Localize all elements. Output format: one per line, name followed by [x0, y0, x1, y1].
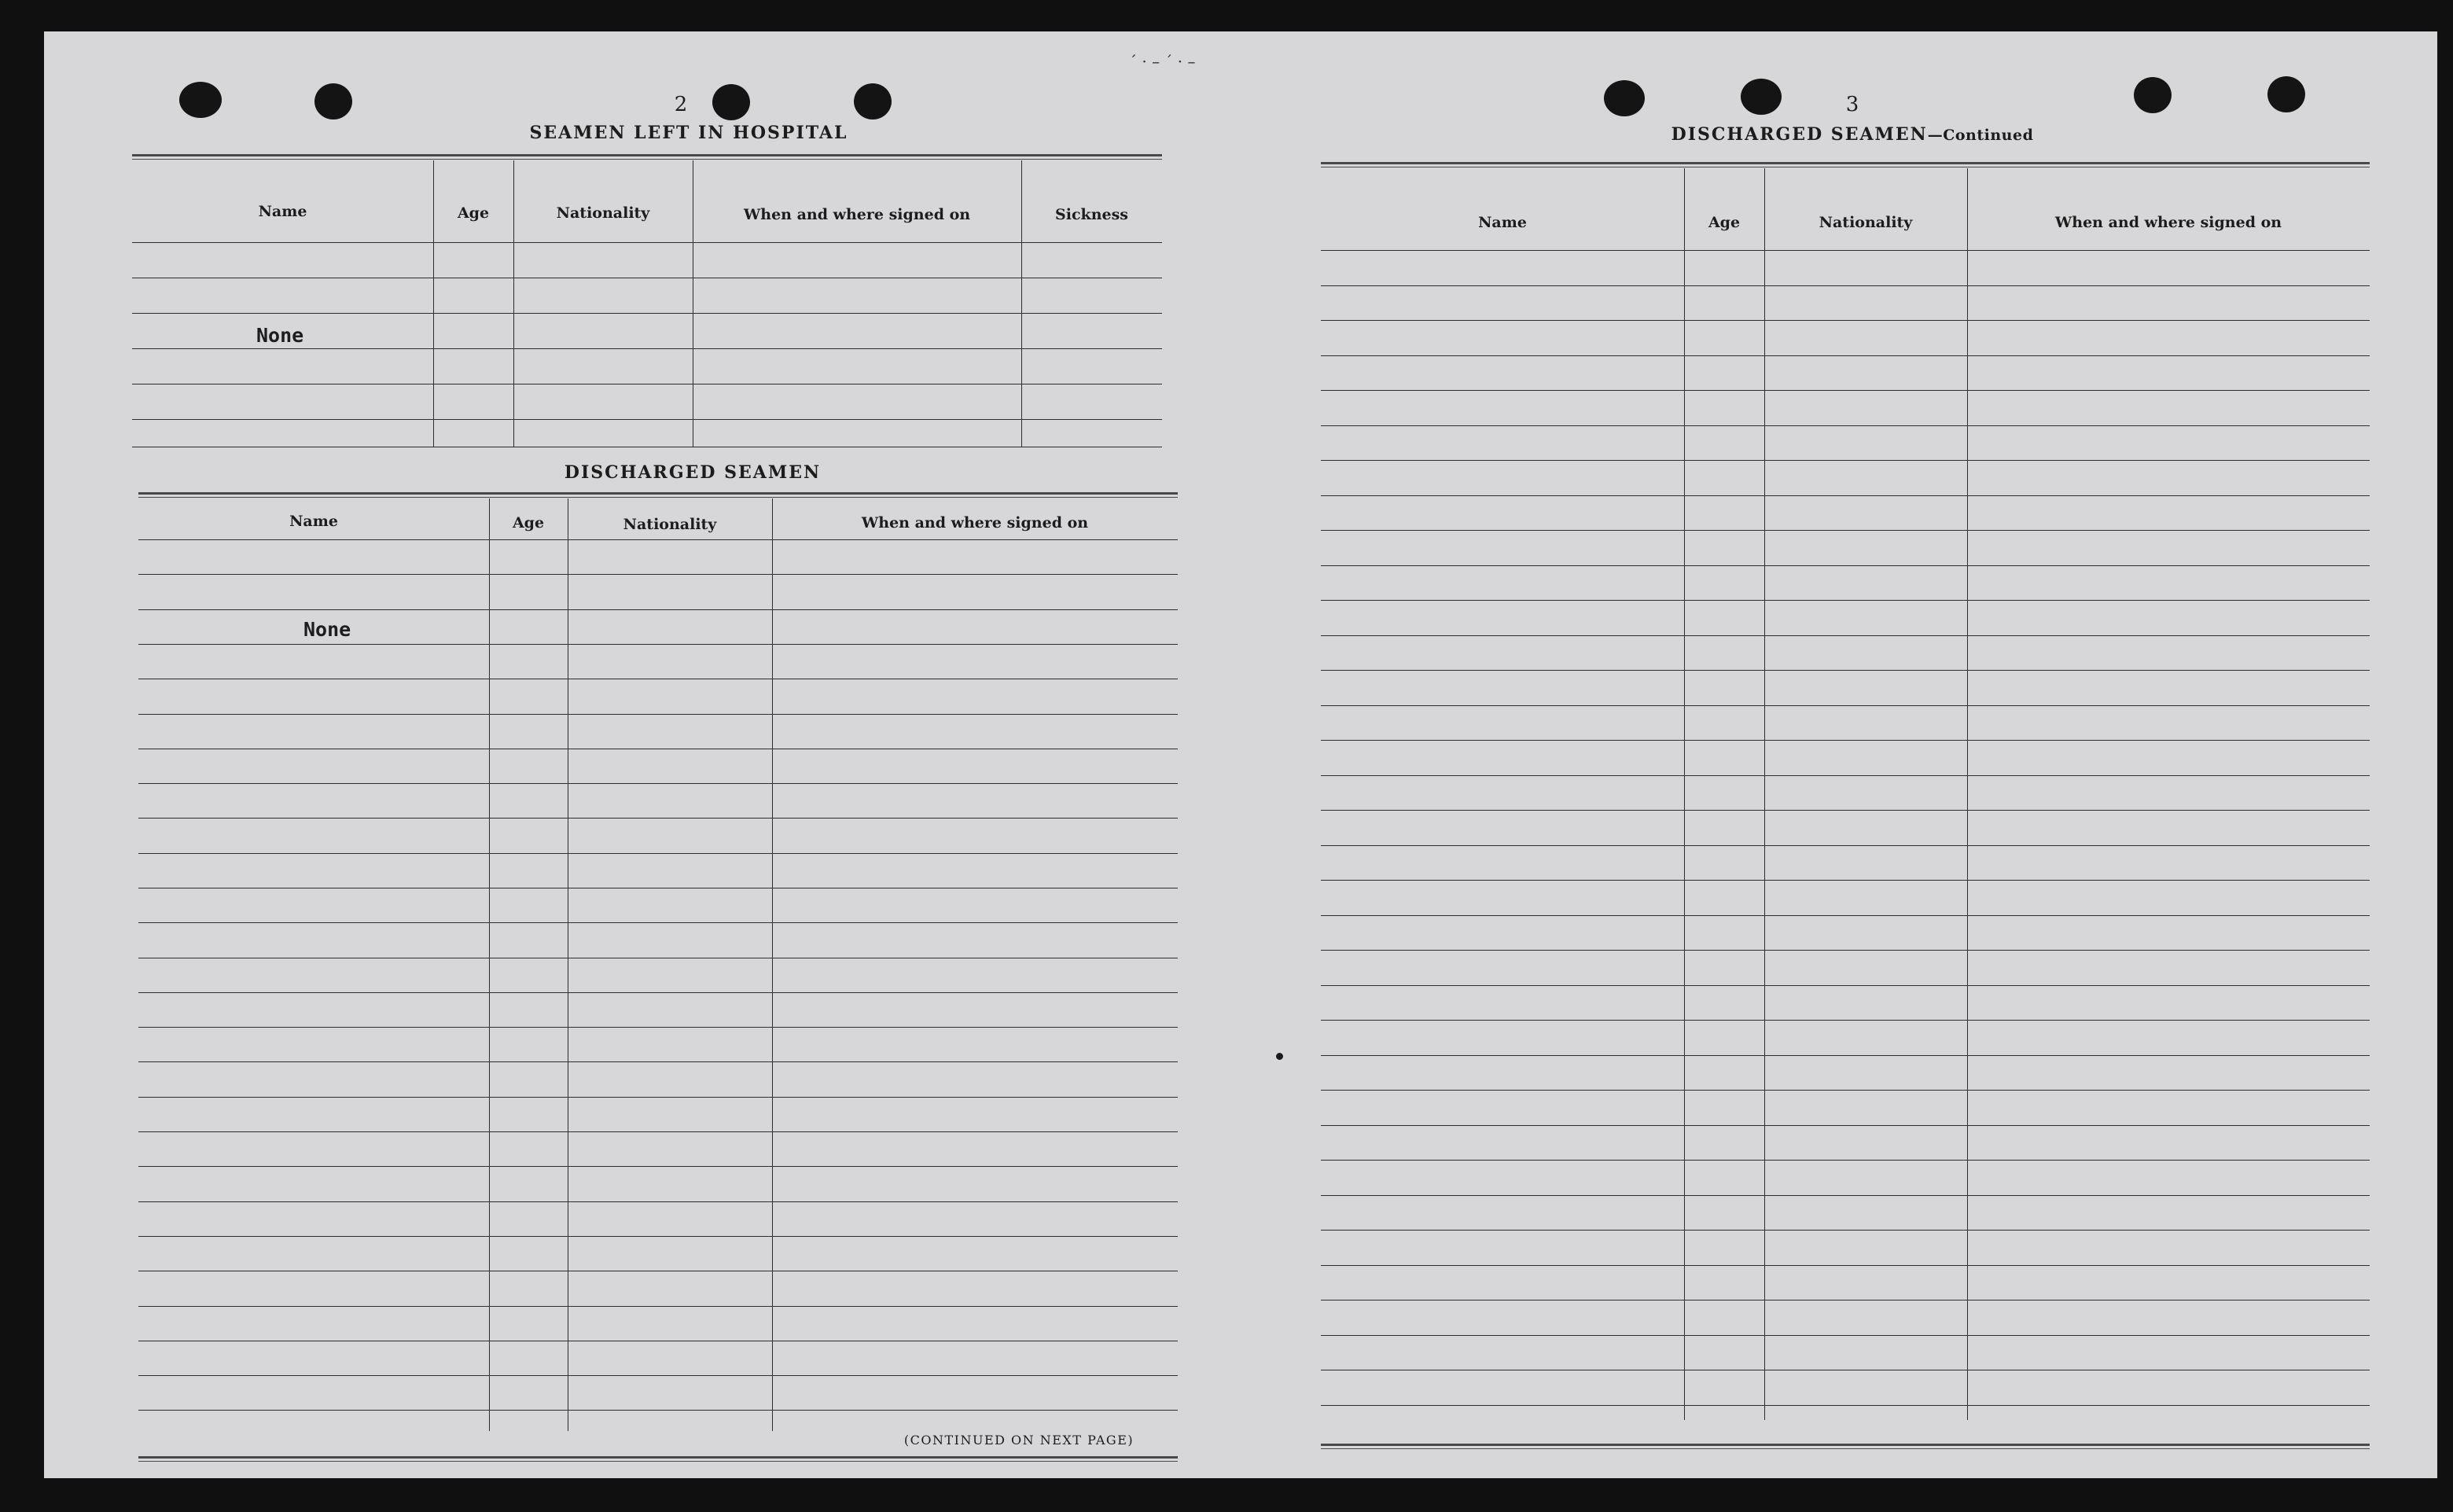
column-header-age: Age	[512, 514, 545, 532]
row-rule	[138, 1097, 1178, 1098]
column-header-name: Name	[289, 513, 338, 530]
row-rule	[1321, 775, 2370, 776]
row-rule	[138, 1061, 1178, 1062]
row-rule	[1321, 285, 2370, 286]
row-rule	[138, 609, 1178, 610]
column-divider	[1021, 160, 1022, 447]
column-header-name: Name	[258, 203, 307, 220]
table-rules	[1321, 162, 2370, 1467]
table-bottom-rule	[1321, 1444, 2370, 1449]
row-rule	[1321, 950, 2370, 951]
column-header-signed-on: When and where signed on	[743, 206, 971, 223]
row-rule	[1321, 460, 2370, 461]
row-rule	[1321, 1405, 2370, 1406]
row-rule	[1321, 985, 2370, 986]
row-rule	[1321, 390, 2370, 391]
row-rule	[138, 1236, 1178, 1237]
row-rule	[1321, 250, 2370, 251]
row-rule	[1321, 355, 2370, 356]
stray-dot	[1276, 1053, 1283, 1060]
column-header-name: Name	[1478, 214, 1527, 231]
column-header-nationality: Nationality	[623, 516, 717, 533]
row-rule	[1321, 1160, 2370, 1161]
hospital-entry-name: None	[256, 324, 304, 347]
row-rule	[1321, 1195, 2370, 1196]
table-bottom-rule	[138, 1456, 1178, 1462]
row-rule	[138, 1131, 1178, 1132]
column-header-age: Age	[1708, 214, 1741, 231]
row-rule	[1321, 530, 2370, 531]
row-rule	[138, 992, 1178, 993]
title-text: DISCHARGED SEAMEN	[1671, 124, 1928, 145]
row-rule	[138, 818, 1178, 819]
scan-marks: ´ · – ´ · –	[1129, 52, 1196, 71]
row-rule	[1321, 1020, 2370, 1021]
row-rule	[1321, 495, 2370, 496]
continued-footer: (CONTINUED ON NEXT PAGE)	[903, 1433, 1135, 1448]
row-rule	[1321, 845, 2370, 846]
column-header-nationality: Nationality	[556, 204, 650, 222]
binder-hole	[2267, 76, 2305, 112]
table-rules	[138, 492, 1178, 1467]
row-rule	[1321, 320, 2370, 321]
row-rule	[1321, 1055, 2370, 1056]
row-rule	[1321, 565, 2370, 566]
column-header-age: Age	[457, 204, 490, 222]
title-continued: —Continued	[1927, 127, 2034, 144]
row-rule	[132, 348, 1162, 349]
discharged-section-title: DISCHARGED SEAMEN	[564, 462, 822, 483]
column-divider	[433, 160, 434, 447]
row-rule	[138, 783, 1178, 784]
row-rule	[138, 1375, 1178, 1376]
page-number-right: 3	[1845, 93, 1859, 116]
row-rule	[138, 644, 1178, 645]
row-rule	[1321, 635, 2370, 636]
binder-hole	[2134, 77, 2172, 113]
column-header-signed-on: When and where signed on	[2054, 214, 2282, 231]
binder-hole	[314, 83, 352, 120]
row-rule	[1321, 705, 2370, 706]
row-rule	[1321, 1230, 2370, 1231]
row-rule	[132, 419, 1162, 420]
binder-hole	[1604, 80, 1645, 116]
binder-hole	[179, 82, 222, 118]
row-rule	[1321, 915, 2370, 916]
row-rule	[1321, 600, 2370, 601]
column-divider	[513, 160, 514, 447]
row-rule	[138, 539, 1178, 540]
row-rule	[1321, 880, 2370, 881]
discharged-table-left	[138, 492, 1178, 1467]
table-top-rule	[132, 154, 1162, 160]
column-header-nationality: Nationality	[1819, 214, 1913, 231]
column-header-signed-on: When and where signed on	[861, 514, 1089, 532]
row-rule	[1321, 1265, 2370, 1266]
row-rule	[132, 242, 1162, 243]
binder-hole	[1741, 79, 1782, 115]
hospital-section-title: SEAMEN LEFT IN HOSPITAL	[529, 123, 848, 143]
row-rule	[138, 1410, 1178, 1411]
hospital-table	[132, 154, 1162, 476]
row-rule	[132, 313, 1162, 314]
row-rule	[1321, 670, 2370, 671]
row-rule	[1321, 740, 2370, 741]
page-number-left: 2	[674, 93, 688, 116]
discharged-entry-name: None	[303, 618, 351, 641]
row-rule	[138, 1306, 1178, 1307]
document-sheet	[44, 31, 2437, 1478]
row-rule	[138, 1166, 1178, 1167]
row-rule	[138, 922, 1178, 923]
row-rule	[1321, 425, 2370, 426]
binder-hole	[854, 83, 892, 120]
row-rule	[138, 574, 1178, 575]
row-rule	[1321, 1125, 2370, 1126]
row-rule	[1321, 1090, 2370, 1091]
discharged-table-right	[1321, 162, 2370, 1467]
row-rule	[138, 714, 1178, 715]
row-rule	[138, 1027, 1178, 1028]
row-rule	[138, 853, 1178, 854]
column-header-sickness: Sickness	[1055, 206, 1128, 223]
row-rule	[1321, 1335, 2370, 1336]
discharged-continued-title	[1538, 124, 2167, 145]
row-rule	[138, 1201, 1178, 1202]
row-rule	[1321, 810, 2370, 811]
